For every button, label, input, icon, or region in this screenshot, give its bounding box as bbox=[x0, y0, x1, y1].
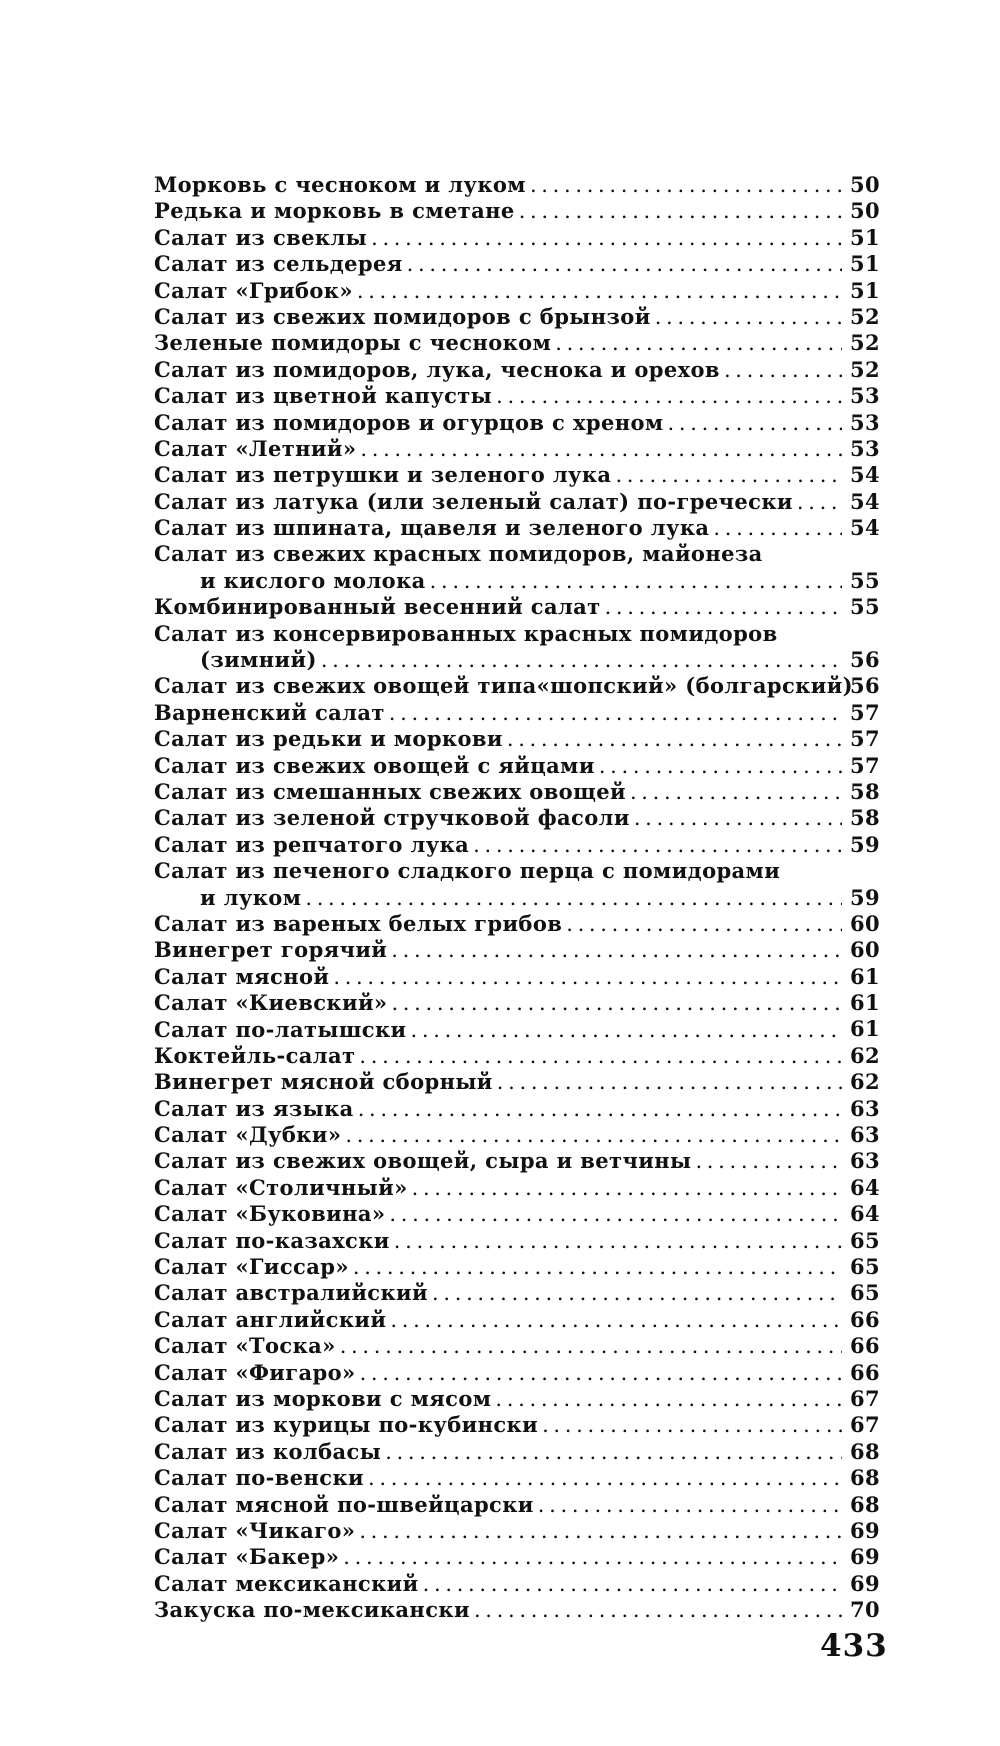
toc-entry-title: Салат из свежих овощей, сыра и ветчины bbox=[154, 1148, 692, 1174]
toc-entry-title: Винегрет мясной сборный bbox=[154, 1069, 493, 1095]
toc-entry-line bbox=[154, 1412, 844, 1438]
toc-entry-page: 55 bbox=[849, 567, 880, 593]
toc-entry-title: Салат из курицы по-кубински bbox=[154, 1412, 539, 1438]
toc-entry bbox=[154, 1412, 880, 1438]
dot-leader bbox=[333, 964, 842, 990]
toc-entry-title: и кислого молока bbox=[200, 567, 426, 593]
toc-entry-line bbox=[154, 515, 844, 541]
toc-entry-page: 67 bbox=[849, 1412, 880, 1438]
toc-entry-page: 61 bbox=[849, 1016, 880, 1042]
toc-entry-page: 56 bbox=[849, 647, 880, 673]
toc-entry bbox=[154, 1017, 880, 1043]
toc-entry-title: Салат «Гиссар» bbox=[154, 1254, 349, 1280]
toc-entry-line bbox=[154, 225, 844, 251]
toc-entry-line bbox=[154, 357, 844, 383]
toc-entry-title: Салат мясной по-швейцарски bbox=[154, 1491, 534, 1517]
toc-entry bbox=[154, 1043, 880, 1069]
toc-entry bbox=[154, 198, 880, 224]
dot-leader bbox=[321, 647, 842, 673]
dot-leader bbox=[668, 410, 842, 436]
dot-leader bbox=[713, 515, 842, 541]
toc-entry-title: Салат из языка bbox=[154, 1095, 354, 1121]
toc-entry-line bbox=[154, 1043, 844, 1069]
toc-entry-line bbox=[154, 832, 844, 858]
dot-leader bbox=[630, 779, 842, 805]
toc-entry-page: 57 bbox=[849, 726, 880, 752]
toc-entry-line bbox=[154, 753, 844, 779]
toc-entry-line bbox=[154, 1439, 844, 1465]
toc-entry-title: Салат из свежих овощей типа«шопский» (болгарский) bbox=[154, 673, 854, 699]
toc-entry-page: 66 bbox=[849, 1333, 880, 1359]
dot-leader bbox=[389, 1201, 842, 1227]
toc-entry-line bbox=[154, 805, 844, 831]
toc-entry bbox=[154, 515, 880, 541]
toc-entry-page: 53 bbox=[849, 435, 880, 461]
toc-entry-line bbox=[154, 330, 844, 356]
toc-entry-page: 52 bbox=[849, 356, 880, 382]
dot-leader bbox=[423, 1571, 842, 1597]
toc-entry-line bbox=[154, 541, 844, 567]
toc-entry bbox=[154, 1492, 880, 1518]
toc-entry bbox=[154, 937, 880, 963]
dot-leader bbox=[432, 1280, 842, 1306]
toc-entry bbox=[154, 1228, 880, 1254]
toc-entry-line bbox=[154, 964, 844, 990]
toc-entry-line bbox=[154, 1122, 844, 1148]
toc-entry bbox=[154, 1148, 880, 1174]
toc-entry-page: 68 bbox=[849, 1465, 880, 1491]
toc-entry-title: Салат из цветной капусты bbox=[154, 383, 493, 409]
toc-entry-line bbox=[154, 1307, 844, 1333]
toc-entry-title: Салат из консервированных красных помидоров bbox=[154, 620, 778, 646]
toc-entry bbox=[154, 858, 880, 911]
dot-leader bbox=[340, 1333, 842, 1359]
toc-entry-title: Салат из редьки и моркови bbox=[154, 726, 503, 752]
toc-entry-title: Салат из шпината, щавеля и зеленого лука bbox=[154, 515, 710, 541]
toc-entry-title: Салат из моркови с мясом bbox=[154, 1385, 492, 1411]
dot-leader bbox=[634, 805, 842, 831]
toc-entry-title: Салат «Киевский» bbox=[154, 990, 388, 1016]
toc-entry-line bbox=[154, 1228, 844, 1254]
page-number: 433 bbox=[820, 1628, 888, 1664]
toc-entry bbox=[154, 832, 880, 858]
toc-entry-page: 61 bbox=[849, 963, 880, 989]
toc-entry-page: 53 bbox=[849, 383, 880, 409]
toc-entry-title: Салат английский bbox=[154, 1306, 387, 1332]
toc-entry-title: (зимний) bbox=[200, 647, 317, 673]
toc-entry bbox=[154, 225, 880, 251]
toc-entry bbox=[154, 410, 880, 436]
toc-entry-title: Салат из сельдерея bbox=[154, 251, 403, 277]
toc-entry bbox=[154, 1333, 880, 1359]
dot-leader bbox=[371, 225, 842, 251]
toc-entry-title: Салат из свежих красных помидоров, майонеза bbox=[154, 541, 763, 567]
toc-entry-line bbox=[154, 1518, 844, 1544]
dot-leader bbox=[655, 304, 842, 330]
toc-entry-page: 57 bbox=[849, 699, 880, 725]
toc-entry-title: Салат «Чикаго» bbox=[154, 1517, 356, 1543]
toc-entry-page: 63 bbox=[849, 1095, 880, 1121]
toc-entry-line bbox=[154, 172, 844, 198]
toc-entry-line bbox=[154, 779, 844, 805]
toc-entry-title: Салат мексиканский bbox=[154, 1570, 419, 1596]
dot-leader bbox=[530, 172, 842, 198]
toc-entry-line bbox=[154, 1492, 844, 1518]
toc-entry bbox=[154, 1544, 880, 1570]
toc-entry bbox=[154, 462, 880, 488]
toc-entry-line bbox=[154, 436, 844, 462]
toc-entry-title: Салат из репчатого лука bbox=[154, 831, 470, 857]
toc-entry bbox=[154, 330, 880, 356]
toc-entry bbox=[154, 1597, 880, 1623]
dot-leader bbox=[542, 1412, 842, 1438]
toc-entry bbox=[154, 673, 880, 699]
toc-entry-page: 59 bbox=[849, 831, 880, 857]
toc-entry-title: Салат из латука (или зеленый салат) по-гречески bbox=[154, 488, 793, 514]
dot-leader bbox=[615, 462, 842, 488]
dot-leader bbox=[695, 1148, 842, 1174]
toc-entry-line bbox=[154, 885, 844, 911]
toc-entry-title: Салат «Летний» bbox=[154, 435, 357, 461]
toc-entry-title: Салат из колбасы bbox=[154, 1438, 382, 1464]
toc-entry bbox=[154, 753, 880, 779]
toc-entry-title: Салат «Грибок» bbox=[154, 277, 353, 303]
toc-entry-page: 65 bbox=[849, 1254, 880, 1279]
toc-entry-page: 52 bbox=[849, 330, 880, 356]
toc-entry bbox=[154, 1280, 880, 1306]
toc-entry-line bbox=[154, 937, 844, 963]
dot-leader bbox=[343, 1544, 842, 1570]
toc-entry-page: 63 bbox=[849, 1122, 880, 1148]
toc-entry-title: Салат из помидоров, лука, чеснока и орехов bbox=[154, 356, 720, 382]
toc-entry-page: 50 bbox=[849, 171, 880, 197]
toc-entry bbox=[154, 172, 880, 198]
toc-entry-page: 60 bbox=[849, 937, 880, 963]
toc-entry-title: Салат из помидоров и огурцов с хреном bbox=[154, 409, 664, 435]
toc-entry-title: Морковь с чесноком и луком bbox=[154, 172, 526, 197]
toc-entry-title: Закуска по-мексикански bbox=[154, 1597, 470, 1623]
toc-entry bbox=[154, 278, 880, 304]
toc-entry-line bbox=[154, 278, 844, 304]
dot-leader bbox=[566, 911, 842, 937]
toc-entry bbox=[154, 1386, 880, 1412]
toc-entry-line bbox=[154, 1096, 844, 1122]
toc-entry-line bbox=[154, 911, 844, 937]
toc-entry-title: Зеленые помидоры с чесноком bbox=[154, 330, 552, 356]
toc-entry-page: 53 bbox=[849, 409, 880, 435]
toc-entry-line bbox=[154, 1571, 844, 1597]
dot-leader bbox=[412, 1175, 842, 1201]
dot-leader bbox=[391, 937, 842, 963]
dot-leader bbox=[599, 753, 842, 779]
toc-entry-page: 70 bbox=[849, 1597, 880, 1623]
toc-entry bbox=[154, 1201, 880, 1227]
dot-leader bbox=[407, 251, 842, 277]
toc-entry-page: 58 bbox=[849, 805, 880, 831]
toc-entry-page: 54 bbox=[849, 515, 880, 541]
toc-entry-page: 64 bbox=[849, 1174, 880, 1200]
toc-entry bbox=[154, 700, 880, 726]
dot-leader bbox=[519, 198, 842, 224]
toc-entry-page: 52 bbox=[849, 303, 880, 329]
toc-entry-page: 62 bbox=[849, 1042, 880, 1068]
toc-entry-title: Салат по-казахски bbox=[154, 1227, 390, 1253]
toc-entry-page: 65 bbox=[849, 1280, 880, 1306]
toc-entry-line bbox=[154, 673, 854, 699]
dot-leader bbox=[797, 489, 842, 515]
dot-leader bbox=[359, 1518, 842, 1544]
toc-entry-page: 65 bbox=[849, 1227, 880, 1253]
toc-entry-page: 54 bbox=[849, 462, 880, 488]
toc-entry-line bbox=[154, 462, 844, 488]
toc-entry-line bbox=[154, 1597, 844, 1623]
toc-entry-line bbox=[154, 489, 844, 515]
toc-entry bbox=[154, 1254, 880, 1280]
toc-entry bbox=[154, 726, 880, 752]
dot-leader bbox=[555, 330, 842, 356]
table-of-contents bbox=[154, 172, 880, 1623]
toc-entry-title: Салат австралийский bbox=[154, 1280, 429, 1306]
toc-entry-title: Комбинированный весенний салат bbox=[154, 594, 601, 620]
toc-entry-title: Салат «Буковина» bbox=[154, 1201, 386, 1227]
toc-entry bbox=[154, 383, 880, 409]
toc-entry-title: Салат «Столичный» bbox=[154, 1174, 408, 1200]
toc-entry bbox=[154, 1122, 880, 1148]
dot-leader bbox=[359, 1043, 842, 1069]
toc-entry-page: 69 bbox=[849, 1517, 880, 1543]
toc-entry-page: 68 bbox=[849, 1438, 880, 1464]
toc-entry-page: 68 bbox=[849, 1491, 880, 1517]
toc-entry-line bbox=[154, 568, 844, 594]
dot-leader bbox=[495, 1386, 842, 1412]
dot-leader bbox=[357, 278, 842, 304]
toc-entry-line bbox=[154, 410, 844, 436]
toc-entry-line bbox=[154, 1280, 844, 1306]
toc-entry-line bbox=[154, 383, 844, 409]
toc-entry bbox=[154, 1360, 880, 1386]
dot-leader bbox=[391, 990, 842, 1016]
toc-entry-line bbox=[154, 1148, 844, 1174]
toc-entry-page: 51 bbox=[849, 277, 880, 303]
dot-leader bbox=[411, 1017, 842, 1043]
dot-leader bbox=[358, 1096, 842, 1122]
toc-entry bbox=[154, 1175, 880, 1201]
toc-entry-title: Салат из зеленой стручковой фасоли bbox=[154, 805, 630, 831]
toc-entry-title: Варненский салат bbox=[154, 699, 385, 725]
toc-entry bbox=[154, 911, 880, 937]
toc-entry-title: Салат по-венски bbox=[154, 1465, 365, 1491]
toc-entry-page: 69 bbox=[849, 1544, 880, 1570]
toc-entry-title: Салат из петрушки и зеленого лука bbox=[154, 462, 612, 488]
toc-entry-page: 57 bbox=[849, 752, 880, 778]
toc-entry bbox=[154, 251, 880, 277]
toc-entry-line bbox=[154, 1360, 844, 1386]
toc-entry-line bbox=[154, 1465, 844, 1491]
toc-entry-line bbox=[154, 594, 844, 620]
toc-entry-title: Салат «Бакер» bbox=[154, 1544, 340, 1570]
toc-entry-title: Салат «Тоска» bbox=[154, 1333, 336, 1359]
toc-entry-title: и луком bbox=[200, 884, 302, 910]
toc-entry-line bbox=[154, 1201, 844, 1227]
dot-leader bbox=[389, 700, 842, 726]
toc-entry-title: Салат из вареных белых грибов bbox=[154, 910, 563, 936]
dot-leader bbox=[360, 1360, 842, 1386]
toc-entry-title: Винегрет горячий bbox=[154, 937, 388, 963]
toc-entry-line bbox=[154, 1544, 844, 1570]
toc-entry-title: Салат из свежих овощей с яйцами bbox=[154, 752, 595, 778]
toc-entry bbox=[154, 436, 880, 462]
toc-entry bbox=[154, 1439, 880, 1465]
toc-entry bbox=[154, 990, 880, 1016]
toc-entry-page: 61 bbox=[849, 990, 880, 1016]
toc-entry-page: 69 bbox=[849, 1570, 880, 1596]
dot-leader bbox=[390, 1307, 842, 1333]
toc-entry-line bbox=[154, 304, 844, 330]
dot-leader bbox=[473, 832, 842, 858]
toc-entry-page: 62 bbox=[849, 1069, 880, 1095]
toc-entry-line bbox=[154, 858, 844, 884]
toc-entry-title: Салат мясной bbox=[154, 963, 330, 989]
dot-leader bbox=[305, 885, 842, 911]
toc-entry-title: Салат «Фигаро» bbox=[154, 1359, 356, 1385]
toc-entry-page: 56 bbox=[849, 673, 880, 699]
toc-entry-page: 63 bbox=[849, 1148, 880, 1174]
toc-entry bbox=[154, 1465, 880, 1491]
toc-entry-page: 55 bbox=[849, 594, 880, 620]
toc-entry-line bbox=[154, 1175, 844, 1201]
toc-entry-line bbox=[154, 1386, 844, 1412]
toc-entry bbox=[154, 1069, 880, 1095]
dot-leader bbox=[368, 1465, 842, 1491]
dot-leader bbox=[605, 594, 842, 620]
toc-entry-page: 58 bbox=[849, 778, 880, 804]
toc-entry-line bbox=[154, 1333, 844, 1359]
toc-entry-page: 59 bbox=[849, 884, 880, 910]
toc-entry-line bbox=[154, 1069, 844, 1095]
toc-entry-page: 54 bbox=[849, 488, 880, 514]
dot-leader bbox=[496, 383, 842, 409]
toc-entry-line bbox=[154, 621, 844, 647]
toc-entry bbox=[154, 1307, 880, 1333]
toc-entry bbox=[154, 621, 880, 674]
dot-leader bbox=[474, 1597, 842, 1623]
dot-leader bbox=[394, 1228, 842, 1254]
toc-entry-title: Салат по-латышски bbox=[154, 1016, 407, 1042]
toc-entry-page: 67 bbox=[849, 1385, 880, 1411]
toc-entry bbox=[154, 1096, 880, 1122]
toc-entry bbox=[154, 964, 880, 990]
toc-entry-title: Салат «Дубки» bbox=[154, 1122, 342, 1148]
toc-entry-page: 66 bbox=[849, 1306, 880, 1332]
toc-entry-line bbox=[154, 198, 844, 224]
dot-leader bbox=[430, 568, 842, 594]
toc-entry-title: Салат из смешанных свежих овощей bbox=[154, 778, 626, 804]
toc-entry bbox=[154, 805, 880, 831]
toc-entry bbox=[154, 304, 880, 330]
dot-leader bbox=[353, 1254, 842, 1280]
toc-entry-page: 60 bbox=[849, 910, 880, 936]
toc-entry bbox=[154, 541, 880, 594]
toc-entry-line bbox=[154, 647, 844, 673]
dot-leader bbox=[385, 1439, 842, 1465]
toc-entry-line bbox=[154, 251, 844, 277]
dot-leader bbox=[360, 436, 842, 462]
dot-leader bbox=[724, 357, 842, 383]
toc-entry bbox=[154, 357, 880, 383]
toc-entry-title: Редька и морковь в сметане bbox=[154, 198, 515, 224]
toc-entry-title: Салат из свежих помидоров с брынзой bbox=[154, 303, 651, 329]
toc-entry-page: 51 bbox=[849, 251, 880, 277]
toc-entry-page: 64 bbox=[849, 1201, 880, 1227]
toc-entry bbox=[154, 1518, 880, 1544]
toc-entry-title: Коктейль-салат bbox=[154, 1042, 356, 1068]
toc-entry-line bbox=[154, 990, 844, 1016]
dot-leader bbox=[345, 1122, 842, 1148]
dot-leader bbox=[538, 1492, 842, 1518]
toc-entry bbox=[154, 489, 880, 515]
toc-entry-line bbox=[154, 1017, 844, 1043]
toc-entry-line bbox=[154, 700, 844, 726]
dot-leader bbox=[507, 726, 842, 752]
toc-entry-title: Салат из свеклы bbox=[154, 224, 368, 250]
toc-entry-page: 51 bbox=[849, 224, 880, 250]
toc-entry-page: 66 bbox=[849, 1359, 880, 1385]
dot-leader bbox=[497, 1069, 842, 1095]
toc-entry-line bbox=[154, 726, 844, 752]
toc-entry bbox=[154, 1571, 880, 1597]
toc-entry-page: 50 bbox=[849, 198, 880, 224]
toc-entry bbox=[154, 779, 880, 805]
toc-entry bbox=[154, 594, 880, 620]
toc-entry-line bbox=[154, 1254, 844, 1280]
toc-entry-title: Салат из печеного сладкого перца с помидорами bbox=[154, 858, 781, 884]
